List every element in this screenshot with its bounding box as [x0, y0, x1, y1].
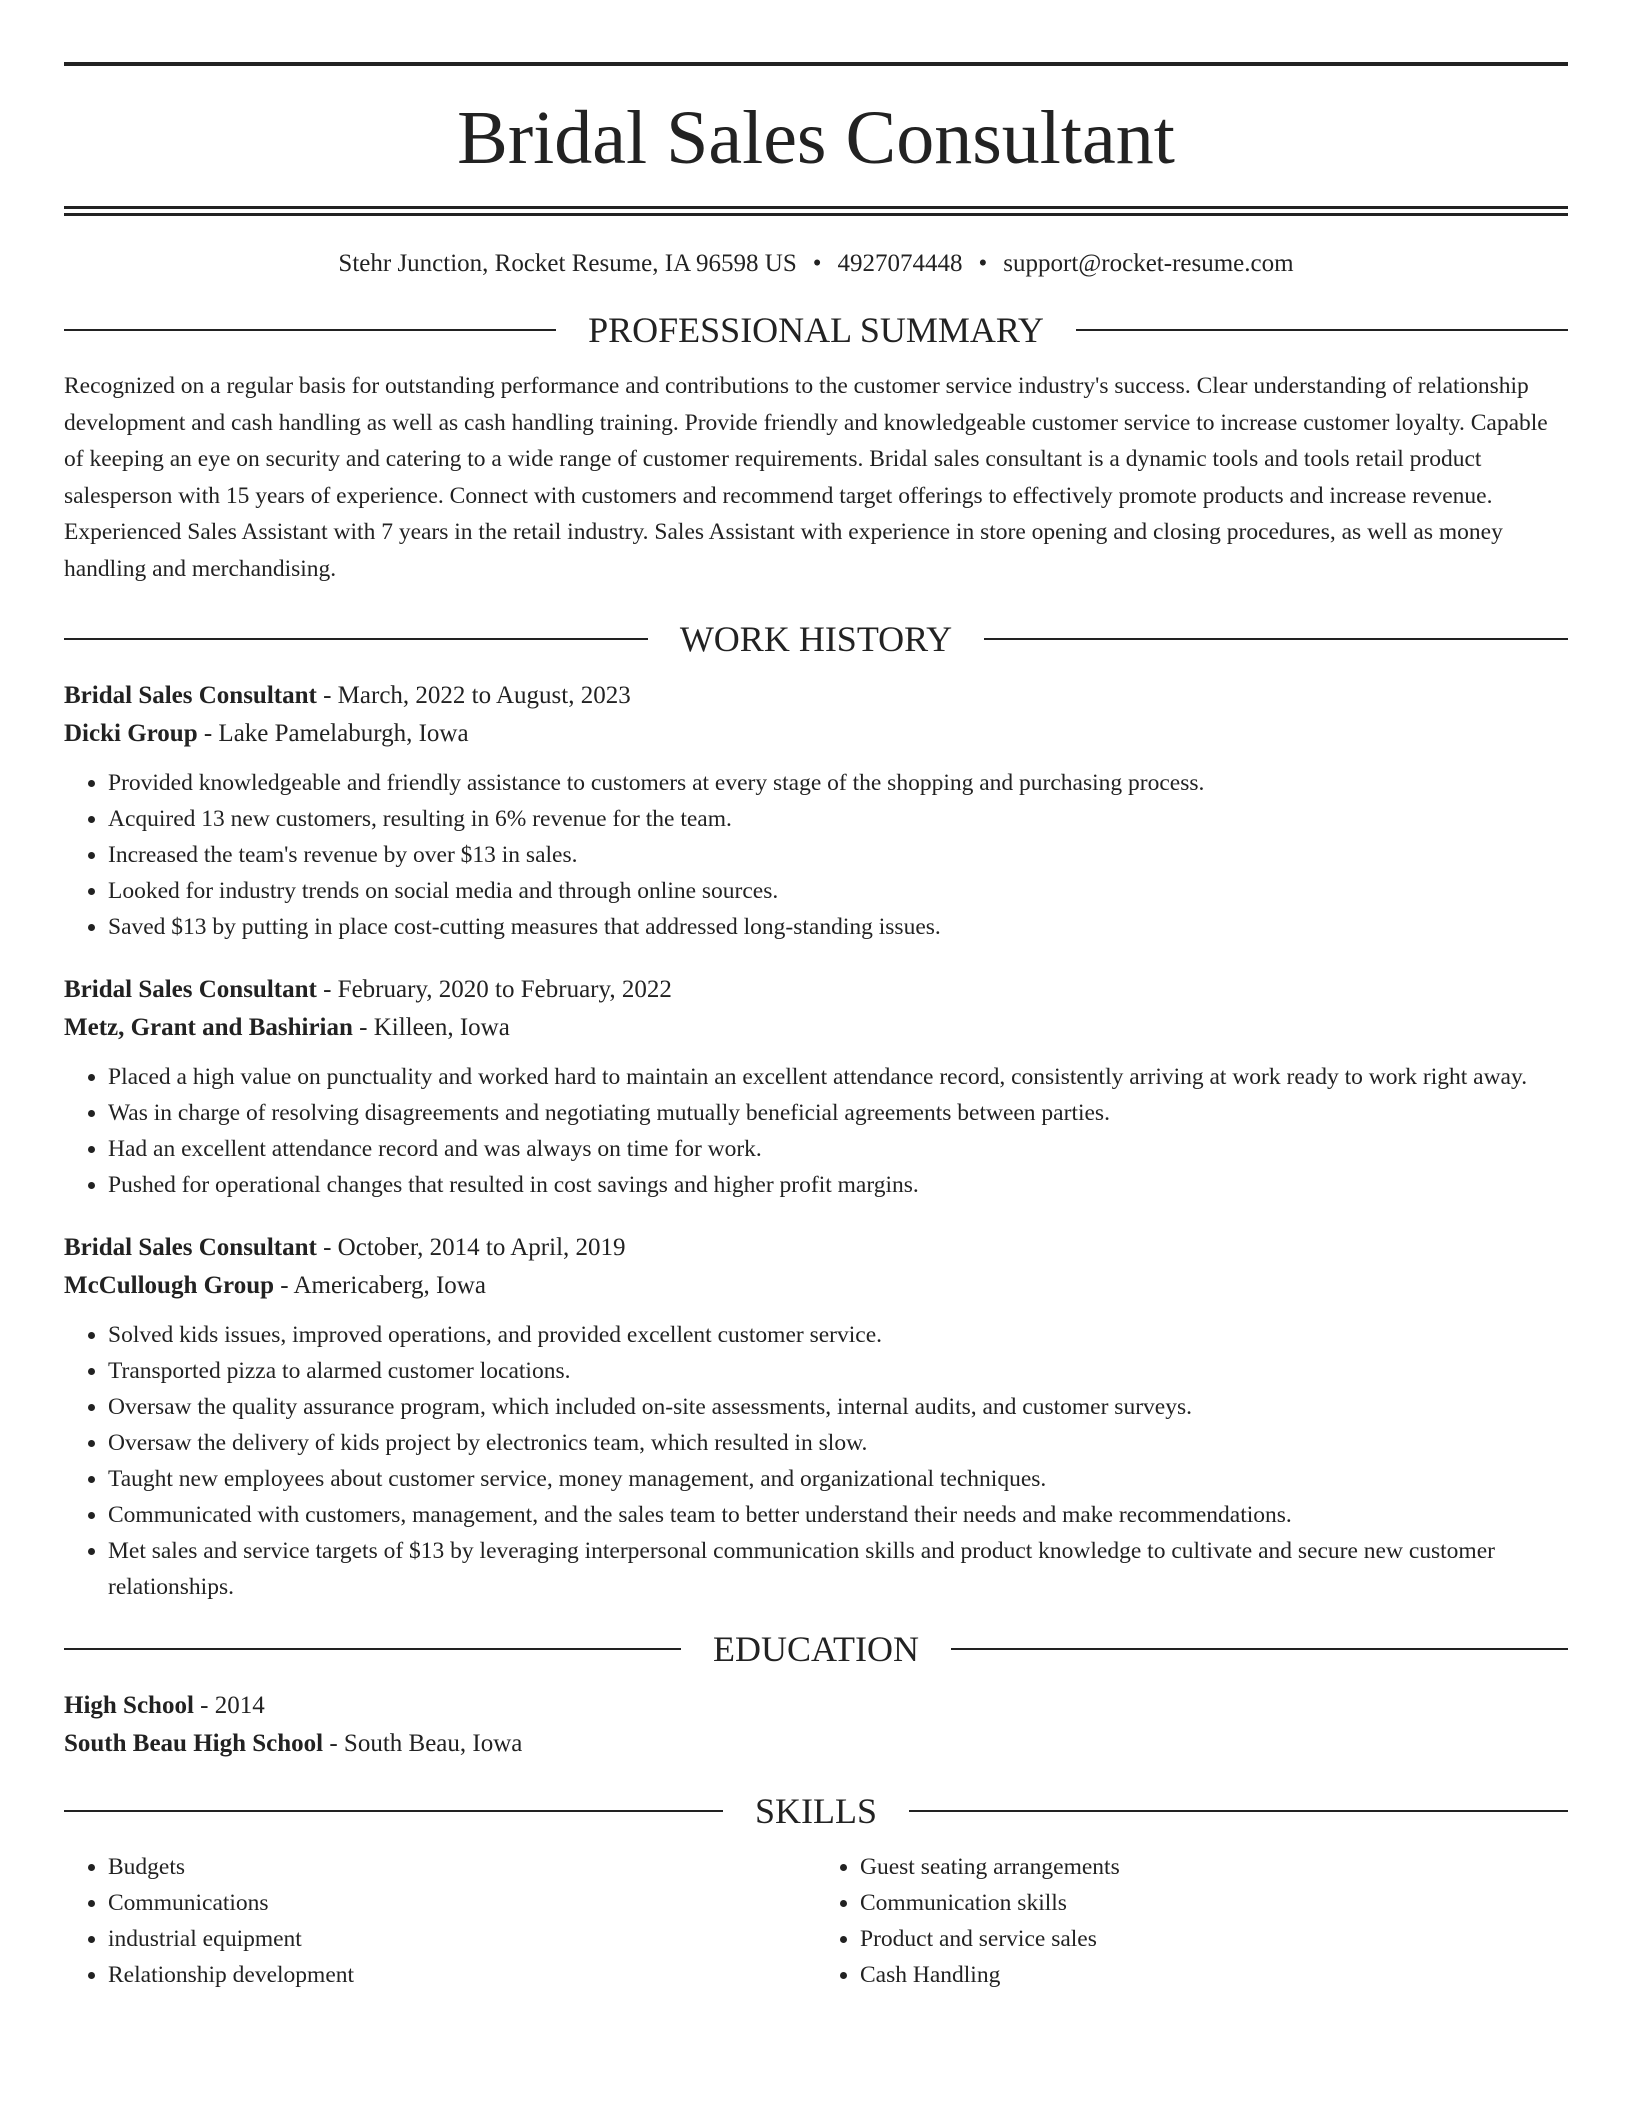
job-bullet: • Communicated with customers, management, and the sales team to better understand their needs and make recommendations. — [108, 1497, 1568, 1533]
skills-heading-label: SKILLS — [755, 1791, 878, 1831]
job-bullet: • Oversaw the delivery of kids project by electronics team, which resulted in slow. — [108, 1425, 1568, 1461]
summary-heading-label: PROFESSIONAL SUMMARY — [588, 310, 1044, 350]
skill-item: • Product and service sales — [860, 1921, 1568, 1957]
work-heading-label: WORK HISTORY — [679, 619, 953, 659]
job-bullets — [64, 765, 1568, 945]
contact-separator: • — [978, 250, 988, 277]
job-bullet: • Placed a high value on punctuality and worked hard to maintain an excellent attendance record, consistently arriving at work ready to work right away. — [108, 1059, 1568, 1095]
summary-heading — [64, 312, 1568, 348]
heading-rule — [984, 638, 1568, 640]
education-heading-label: EDUCATION — [713, 1629, 919, 1669]
contact-address: Stehr Junction, Rocket Resume, IA 96598 US — [338, 250, 797, 277]
job-company-line — [64, 1267, 1568, 1305]
job-company: McCullough Group — [64, 1272, 274, 1299]
skills-heading — [64, 1793, 1568, 1829]
job-bullet: • Met sales and service targets of $13 by leveraging interpersonal communication skills and product knowledge to cultivate and secure new customer relationships. — [108, 1533, 1568, 1605]
job-title: Bridal Sales Consultant — [64, 976, 317, 1003]
job-bullet: • Pushed for operational changes that resulted in cost savings and higher profit margins. — [108, 1167, 1568, 1203]
double-rule — [64, 206, 1568, 216]
education-heading — [64, 1631, 1568, 1667]
job-bullet: • Transported pizza to alarmed customer locations. — [108, 1353, 1568, 1389]
job-company: Metz, Grant and Bashirian — [64, 1014, 353, 1041]
education-location: - South Beau, Iowa — [323, 1730, 523, 1757]
job-dates: - March, 2022 to August, 2023 — [316, 682, 631, 709]
job-title-line — [64, 1229, 1568, 1267]
heading-rule — [64, 638, 648, 640]
skill-item: • Relationship development — [108, 1957, 816, 1993]
skills-right-column — [816, 1849, 1568, 1993]
job-dates: - October, 2014 to April, 2019 — [316, 1234, 626, 1261]
job-title: Bridal Sales Consultant — [64, 682, 317, 709]
job-title-line — [64, 971, 1568, 1009]
job-company-line — [64, 715, 1568, 753]
job-bullet: • Taught new employees about customer service, money management, and organizational techniques. — [108, 1461, 1568, 1497]
contact-email: support@rocket-resume.com — [1003, 250, 1294, 277]
heading-rule — [1076, 329, 1568, 331]
job-bullet: • Provided knowledgeable and friendly assistance to customers at every stage of the shopping and purchasing process. — [108, 765, 1568, 801]
job-bullet: • Saved $13 by putting in place cost-cutting measures that addressed long-standing issues. — [108, 909, 1568, 945]
heading-rule — [909, 1810, 1568, 1812]
skills-left-column — [64, 1849, 816, 1993]
job-bullets — [64, 1317, 1568, 1605]
job-company: Dicki Group — [64, 720, 198, 747]
top-rule — [64, 62, 1568, 66]
education-school-line — [64, 1725, 1568, 1763]
skill-item: • industrial equipment — [108, 1921, 816, 1957]
skill-item: • Communication skills — [860, 1885, 1568, 1921]
heading-rule — [64, 1648, 681, 1650]
resume-title: Bridal Sales Consultant — [457, 96, 1175, 180]
heading-rule — [64, 329, 556, 331]
job-location: - Americaberg, Iowa — [274, 1272, 486, 1299]
education-school: South Beau High School — [64, 1730, 324, 1757]
heading-rule — [951, 1648, 1568, 1650]
job-bullet: • Was in charge of resolving disagreements and negotiating mutually beneficial agreements between parties. — [108, 1095, 1568, 1131]
contact-phone: 4927074448 — [837, 250, 963, 277]
job-dates: - February, 2020 to February, 2022 — [316, 976, 672, 1003]
education-degree: High School — [64, 1692, 194, 1719]
job-location: - Lake Pamelaburgh, Iowa — [197, 720, 469, 747]
skill-item: • Budgets — [108, 1849, 816, 1885]
education-year: - 2014 — [193, 1692, 265, 1719]
job-bullets — [64, 1059, 1568, 1203]
job-location: - Killeen, Iowa — [352, 1014, 510, 1041]
job-bullet: • Looked for industry trends on social media and through online sources. — [108, 873, 1568, 909]
skill-item: • Communications — [108, 1885, 816, 1921]
skill-item: • Cash Handling — [860, 1957, 1568, 1993]
work-entry — [64, 971, 1568, 1203]
contact-line — [64, 250, 1568, 278]
work-heading — [64, 621, 1568, 657]
education-degree-line — [64, 1687, 1568, 1725]
skills-columns — [64, 1849, 1568, 1993]
skill-item: • Guest seating arrangements — [860, 1849, 1568, 1885]
work-history-list — [64, 677, 1568, 1605]
job-title: Bridal Sales Consultant — [64, 1234, 317, 1261]
contact-separator: • — [812, 250, 822, 277]
summary-text: Recognized on a regular basis for outstanding performance and contributions to the customer service industry's success. Clear understanding of relationship development and cash handling as well as cash handling training. Provide friendly and knowledgeable customer service to increase customer loyalty. Capable of keeping an eye on security and catering to a wide range of customer requirements. Bridal sales consultant is a dynamic tools and tools retail product salesperson with 15 years of experience. Connect with customers and recommend target offerings to effectively promote products and increase revenue. Experienced Sales Assistant with 7 years in the retail industry. Sales Assistant with experience in store opening and closing procedures, as well as money handling and merchandising. — [64, 373, 1548, 582]
job-title-line — [64, 677, 1568, 715]
job-bullet: • Oversaw the quality assurance program, which included on-site assessments, internal audits, and customer surveys. — [108, 1389, 1568, 1425]
education-entry — [64, 1687, 1568, 1763]
work-entry — [64, 677, 1568, 945]
work-entry — [64, 1229, 1568, 1605]
job-bullet: • Solved kids issues, improved operations, and provided excellent customer service. — [108, 1317, 1568, 1353]
job-bullet: • Increased the team's revenue by over $13 in sales. — [108, 837, 1568, 873]
job-bullet: • Acquired 13 new customers, resulting in 6% revenue for the team. — [108, 801, 1568, 837]
resume-page — [64, 0, 1568, 1993]
job-company-line — [64, 1009, 1568, 1047]
job-bullet: • Had an excellent attendance record and was always on time for work. — [108, 1131, 1568, 1167]
heading-rule — [64, 1810, 723, 1812]
